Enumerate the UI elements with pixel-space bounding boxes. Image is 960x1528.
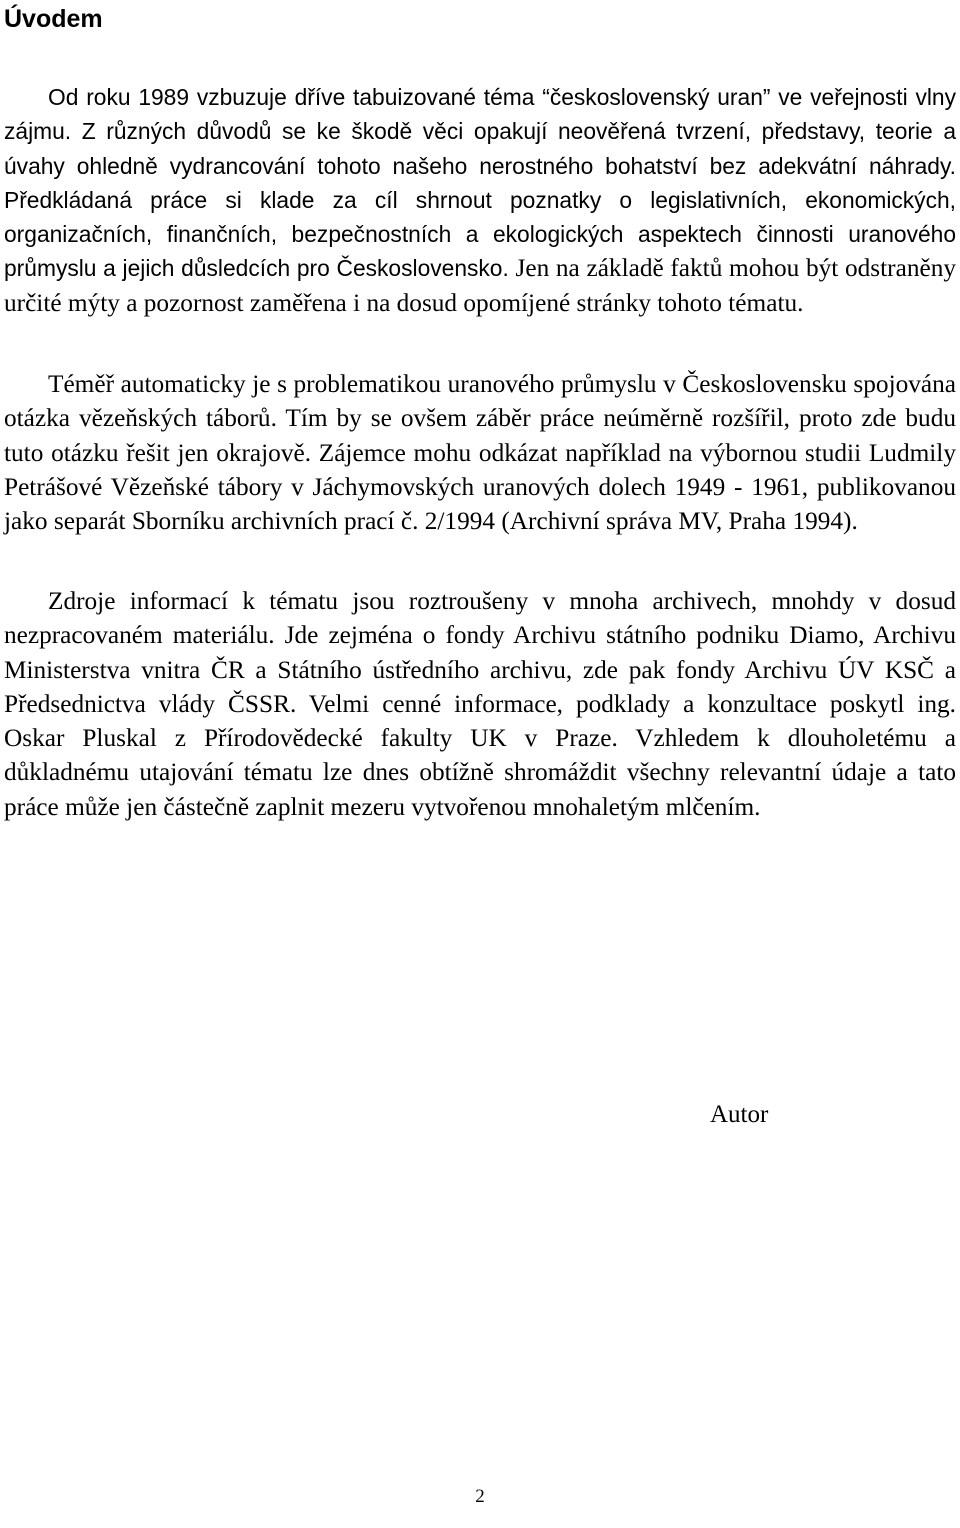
page-number: 2 (475, 1486, 485, 1507)
paragraph-intro-serif-part: Jen na základě faktů mohou být odstraněny určité mýty a pozornost zaměřena i na dosud opomíjené stránky tohoto tématu. (4, 254, 956, 317)
paragraph-intro-sans-part: Od roku 1989 vzbuzuje dříve tabuizované téma “československý uran” ve veřejnosti vlny zájmu. Z různých důvodů se ke škodě věci opakují neověřená tvrzení, představy, teorie a úvahy ohledně vydrancování tohoto našeho nerostného bohatství bez adekvátní náhrady. Předkládaná práce si klade za cíl shrnout poznatky o legislativních, ekonomických, organizačních, finančních, bezpečnostních a ekologických aspektech činnosti uranového průmyslu a jejich důsledcích pro Československo. (4, 84, 956, 282)
section-heading: Úvodem (4, 5, 103, 33)
author-signature: Autor (710, 1101, 769, 1128)
paragraph-intro (4, 80, 956, 320)
paragraph-sources: Zdroje informací k tématu jsou roztroušeny v mnoha archivech, mnohdy v dosud nezpracovaném materiálu. Jde zejména o fondy Archivu státního podniku Diamo, Archivu Ministerstva vnitra ČR a Státního ústředního archivu, zde pak fondy Archivu ÚV KSČ a Předsednictva vlády ČSSR. Velmi cenné informace, podklady a konzultace poskytl ing. Oskar Pluskal z Přírodovědecké fakulty UK v Praze. Vzhledem k dlouholetému a důkladnému utajování tématu lze dnes obtížně shromáždit všechny relevantní údaje a tato práce může jen částečně zaplnit mezeru vytvořenou mnohaletým mlčením. (4, 587, 956, 821)
paragraph-prison-camps: Téměř automaticky je s problematikou uranového průmyslu v Československu spojována otázka vězeňských táborů. Tím by se ovšem záběr práce neúměrně rozšířil, proto zde budu tuto otázku řešit jen okrajově. Zájemce mohu odkázat například na výbornou studii Ludmily Petrášové Vězeňské tábory v Jáchymovských uranových dolech 1949 - 1961, publikovanou jako separát Sborníku archivních prací č. 2/1994 (Archivní správa MV, Praha 1994). (4, 370, 956, 536)
